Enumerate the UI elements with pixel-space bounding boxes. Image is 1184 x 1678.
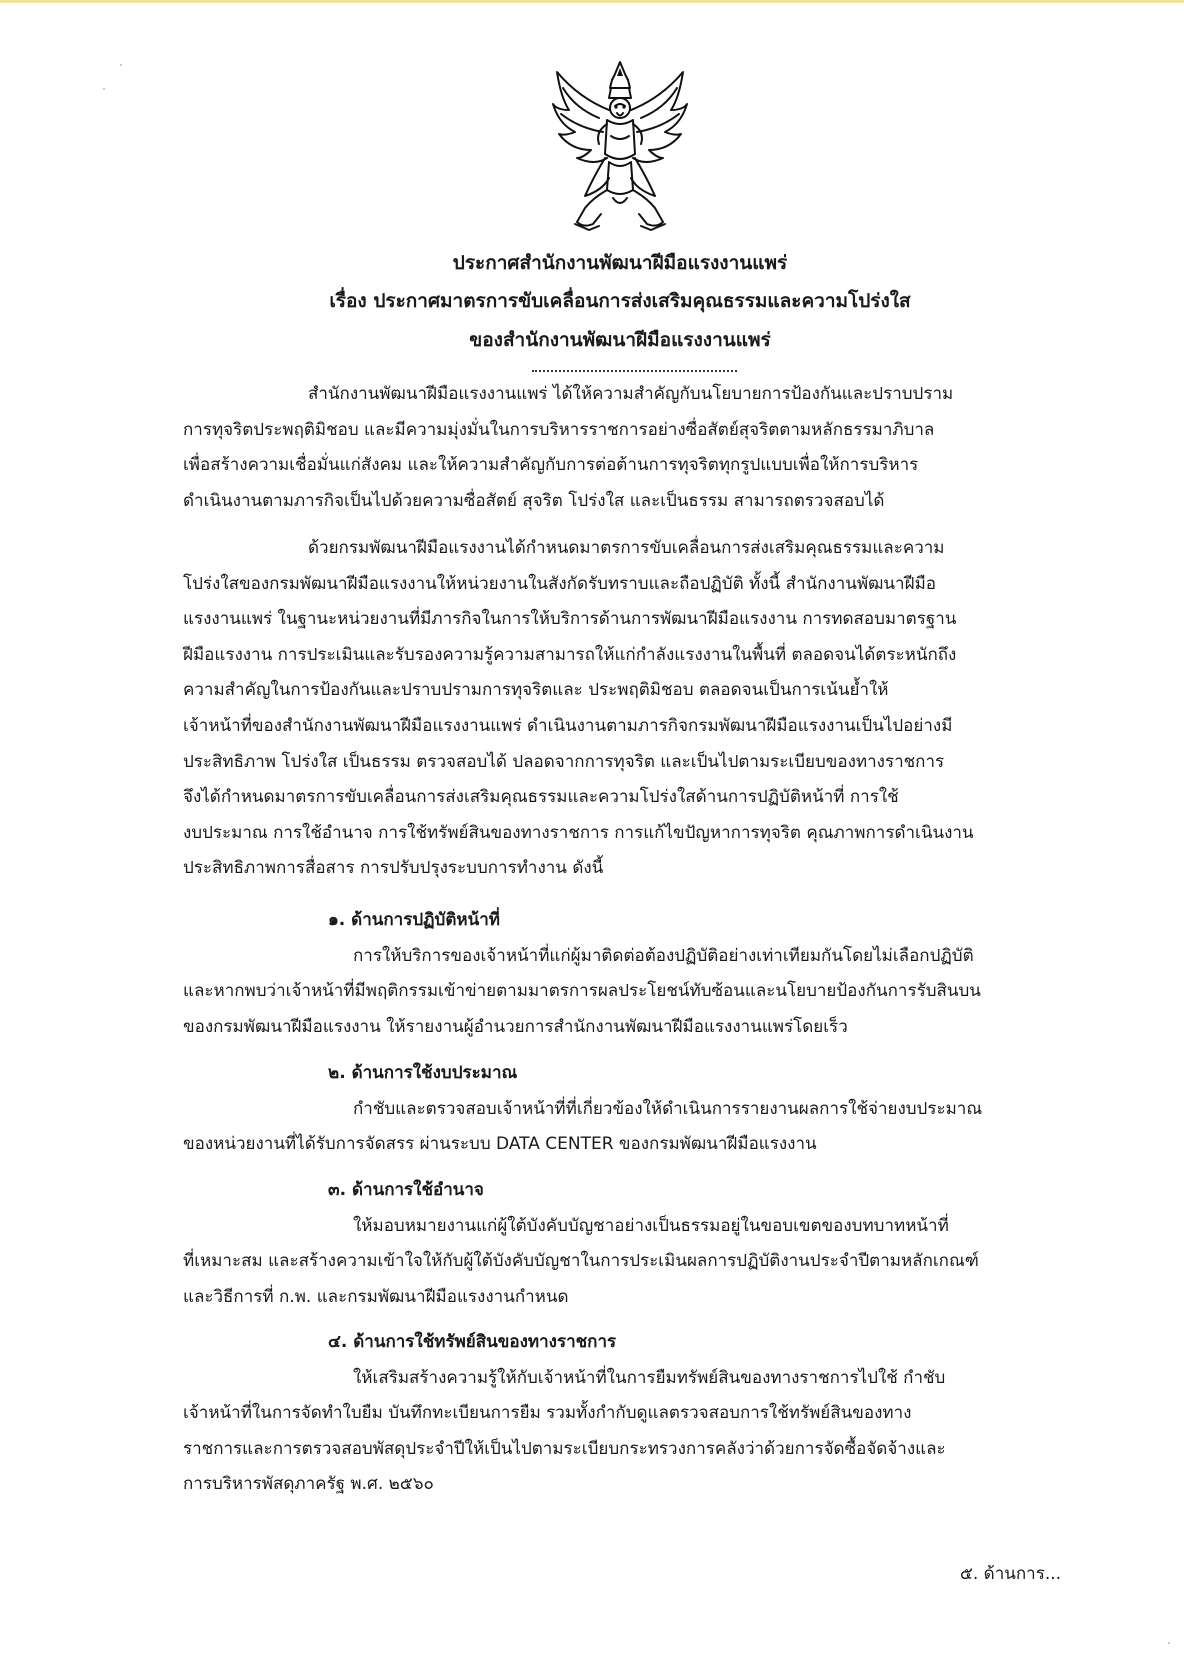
scan-speck — [1168, 1642, 1170, 1644]
section-line: ให้เสริมสร้างความรู้ให้กับเจ้าหน้าที่ในการยืมทรัพย์สินของทางราชการไปใช้ กำชับ — [353, 1367, 946, 1388]
section-line: ของหน่วยงานที่ได้รับการจัดสรร ผ่านระบบ DATA CENTER ของกรมพัฒนาฝีมือแรงงาน — [183, 1134, 817, 1155]
paragraph-line: ฝีมือแรงงาน การประเมินและรับรองความรู้ความสามารถให้แก่กำลังแรงงานในพื้นที่ ตลอดจนได้ตระหนักถึง — [183, 644, 957, 665]
section-line: ให้มอบหมายงานแก่ผู้ใต้บังคับบัญชาอย่างเป็นธรรมอยู่ในขอบเขตของบทบาทหน้าที่ — [353, 1215, 949, 1236]
garuda-emblem-icon — [549, 58, 691, 236]
paragraph-line: จึงได้กำหนดมาตรการขับเคลื่อนการส่งเสริมคุณธรรมและความโปร่งใสด้านการปฏิบัติหน้าที่ การใช้ — [183, 787, 899, 808]
paragraph-line: แรงงานแพร่ ในฐานะหน่วยงานที่มีภารกิจในการให้บริการด้านการพัฒนาฝีมือแรงงาน การทดสอบมาตรฐาน — [183, 609, 957, 630]
section-line: กำชับและตรวจสอบเจ้าหน้าที่ที่เกี่ยวข้องให้ดำเนินการรายงานผลการใช้จ่ายงบประมาณ — [353, 1098, 983, 1119]
announcement-subject-cont: ของสำนักงานพัฒนาฝีมือแรงงานแพร่ — [469, 329, 771, 351]
paragraph-line: สำนักงานพัฒนาฝีมือแรงงานแพร่ ได้ให้ความสำคัญกับนโยบายการป้องกันและปราบปราม — [308, 384, 954, 404]
section-4 — [183, 1325, 1106, 1503]
paragraph-line: เพื่อสร้างความเชื่อมั่นแก่สังคม และให้ความสำคัญกับการต่อต้านการทุจริตทุกรูปแบบเพื่อให้การบริหาร — [183, 455, 919, 476]
paragraph-line: การทุจริตประพฤติมิชอบ และมีความมุ่งมั่นในการบริหารราชการอย่างซื่อสัตย์สุจริตตามหลักธรรมาภิบาล — [183, 419, 935, 440]
section-line: ที่เหมาะสม และสร้างความเข้าใจให้กับผู้ใต้บังคับบัญชาในการประเมินผลการปฏิบัติงานประจำปีตามหลักเกณฑ์ — [183, 1251, 979, 1272]
section-2 — [183, 1056, 1106, 1163]
paragraph-line: ความสำคัญในการป้องกันและปราบปรามการทุจริตและ ประพฤติมิชอบ ตลอดจนเป็นการเน้นย้ำให้ — [183, 680, 889, 701]
paragraph-line: โปร่งใสของกรมพัฒนาฝีมือแรงงานให้หน่วยงานในสังกัดรับทราบและถือปฏิบัติ ทั้งนี้ สำนักงานพัฒนาฝีมือ — [183, 573, 936, 594]
paragraph-line: งบประมาณ การใช้อำนาจ การใช้ทรัพย์สินของทางราชการ การแก้ไขปัญหาการทุจริต คุณภาพการดำเนินงาน — [183, 822, 974, 843]
section-1 — [183, 903, 1106, 1045]
section-3 — [183, 1173, 1106, 1315]
paragraph-line: ประสิทธิภาพการสื่อสาร การปรับปรุงระบบการทำงาน ดังนี้ — [183, 858, 604, 879]
section-line: ราชการและการตรวจสอบพัสดุประจำปีให้เป็นไปตามระเบียบกระทรวงการคลังว่าด้วยการจัดซื้อจัดจ้างและ — [183, 1438, 946, 1459]
section-line: การให้บริการของเจ้าหน้าที่แก่ผู้มาติดต่อต้องปฏิบัติอย่างเท่าเทียมกันโดยไม่เลือกปฏิบัติ — [353, 945, 974, 966]
section-line: ของกรมพัฒนาฝีมือแรงงาน ให้รายงานผู้อำนวยการสำนักงานพัฒนาฝีมือแรงงานแพร่โดยเร็ว — [183, 1016, 848, 1037]
announcement-subject: เรื่อง ประกาศมาตรการขับเคลื่อนการส่งเสริมคุณธรรมและความโปร่งใส — [329, 290, 911, 312]
paragraph-1 — [183, 377, 1106, 519]
announcement-title: ประกาศสำนักงานพัฒนาฝีมือแรงงานแพร่ — [452, 252, 788, 274]
section-line: และหากพบว่าเจ้าหน้าที่มีพฤติกรรมเข้าข่ายตามมาตรการผลประโยชน์ทับซ้อนและนโยบายป้องกันการรับสินบน — [183, 981, 981, 1002]
next-page-continuation: ๕. ด้านการ... — [960, 1564, 1062, 1584]
section-title: ๓. ด้านการใช้อำนาจ — [328, 1180, 484, 1200]
scan-speck — [103, 88, 105, 90]
section-line: การบริหารพัสดุภาครัฐ พ.ศ. ๒๕๖๐ — [183, 1474, 434, 1495]
paragraph-line: ด้วยกรมพัฒนาฝีมือแรงงานได้กำหนดมาตรการขับเคลื่อนการส่งเสริมคุณธรรมและความ — [308, 538, 945, 558]
section-line: และวิธีการที่ ก.พ. และกรมพัฒนาฝีมือแรงงานกำหนด — [183, 1286, 569, 1307]
section-title: ๑. ด้านการปฏิบัติหน้าที่ — [328, 910, 500, 930]
section-title: ๔. ด้านการใช้ทรัพย์สินของทางราชการ — [328, 1332, 617, 1352]
paragraph-line: เจ้าหน้าที่ของสำนักงานพัฒนาฝีมือแรงงานแพร่ ดำเนินงานตามภารกิจกรมพัฒนาฝีมือแรงงานเป็นไปอย่างมี — [183, 715, 953, 736]
paragraph-line: ประสิทธิภาพ โปร่งใส เป็นธรรม ตรวจสอบได้ ปลอดจากการทุจริต และเป็นไปตามระเบียบของทางราชการ — [183, 751, 945, 772]
separator-dots — [532, 370, 737, 372]
paragraph-line: ดำเนินงานตามภารกิจเป็นไปด้วยความซื่อสัตย์ สุจริต โปร่งใส และเป็นธรรม สามารถตรวจสอบได้ — [183, 490, 885, 511]
paragraph-2 — [183, 531, 1106, 887]
section-title: ๒. ด้านการใช้งบประมาณ — [328, 1063, 518, 1083]
section-line: เจ้าหน้าที่ในการจัดทำใบยืม บันทึกทะเบียนการยืม รวมทั้งกำกับดูแลตรวจสอบการใช้ทรัพย์สินของทาง — [183, 1403, 912, 1424]
top-rule — [0, 0, 1184, 3]
scan-speck — [120, 64, 122, 66]
